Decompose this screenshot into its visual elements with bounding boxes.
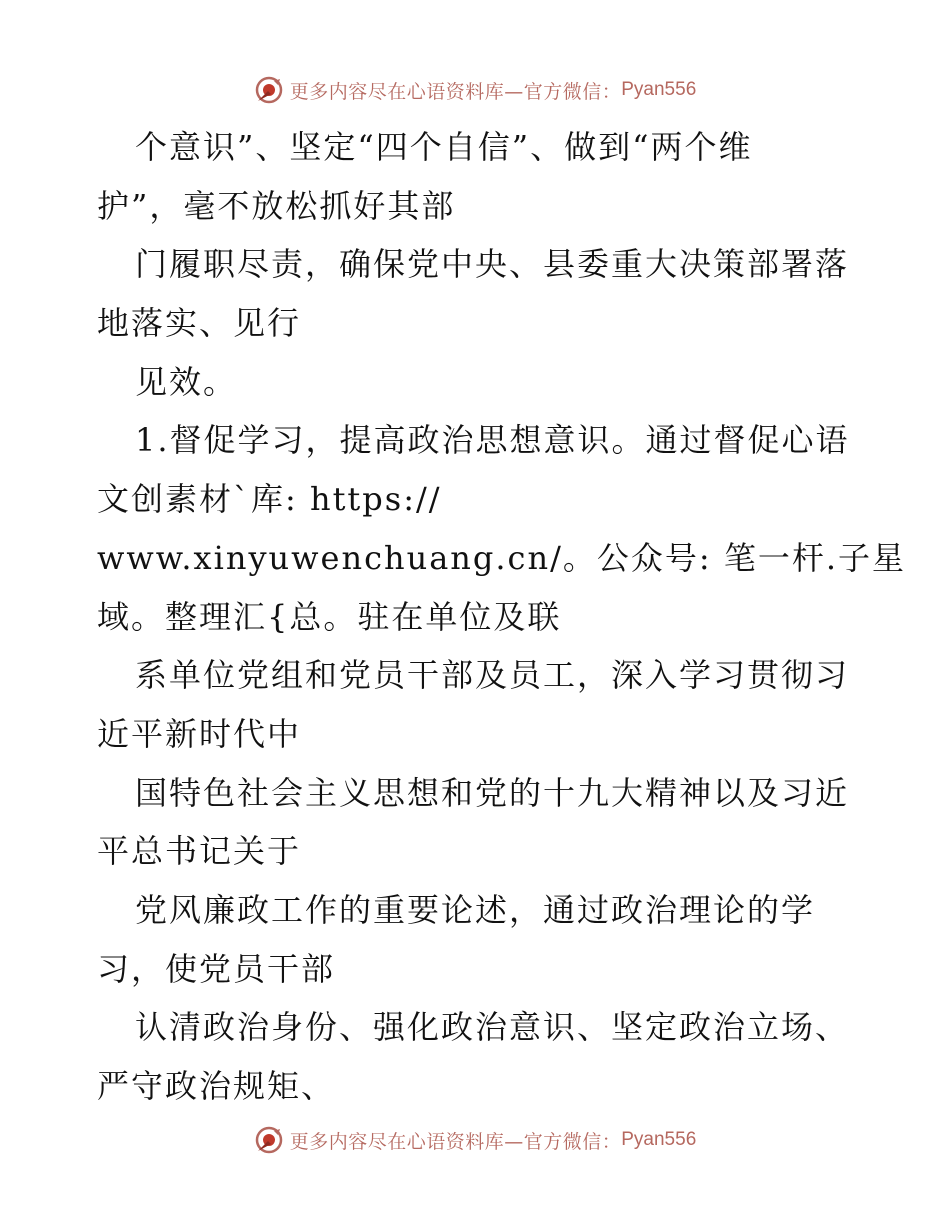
text-line: 系单位党组和党员干部及员工，深入学习贯彻习 — [135, 656, 850, 695]
watermark-text: 更多内容尽在心语资料库—官方微信： — [289, 80, 622, 103]
watermark-text: 更多内容尽在心语资料库—官方微信： — [289, 1130, 622, 1153]
text-line: 认清政治身份、强化政治意识、坚定政治立场、 — [135, 1008, 850, 1047]
text-line: www.xinyuwenchuang.cn/。公众号: 笔一杆.子星 — [97, 538, 906, 577]
pen-logo-icon — [254, 75, 284, 105]
text-line: 习，使党员干部 — [97, 949, 336, 988]
watermark-handle: Pyan556 — [621, 79, 697, 100]
text-line: 护”，毫不放松抓好其部 — [97, 186, 456, 225]
text-line: 平总书记关于 — [97, 832, 302, 871]
text-line: 门履职尽责，确保党中央、县委重大决策部署落 — [135, 245, 850, 284]
text-line: 党风廉政工作的重要论述，通过政治理论的学 — [135, 890, 816, 929]
text-line: 国特色社会主义思想和党的十九大精神以及习近 — [135, 773, 850, 812]
watermark-handle: Pyan556 — [621, 1129, 697, 1150]
text-line: 见效。 — [135, 362, 238, 401]
footer-watermark — [0, 1120, 950, 1160]
text-line: 个意识”、坚定“四个自信”、做到“两个维 — [135, 128, 753, 166]
text-line: 1.督促学习，提高政治思想意识。通过督促心语 — [135, 421, 850, 460]
text-line: 严守政治规矩、 — [97, 1067, 336, 1105]
text-line: 文创素材`库: https:// — [97, 480, 442, 519]
text-line: 地落实、见行 — [97, 304, 302, 343]
text-line: 近平新时代中 — [97, 714, 302, 753]
text-line: 域。整理汇{总。驻在单位及联 — [97, 597, 562, 636]
document-body — [97, 118, 906, 1116]
pen-logo-icon — [254, 1125, 284, 1155]
header-watermark — [0, 70, 950, 110]
